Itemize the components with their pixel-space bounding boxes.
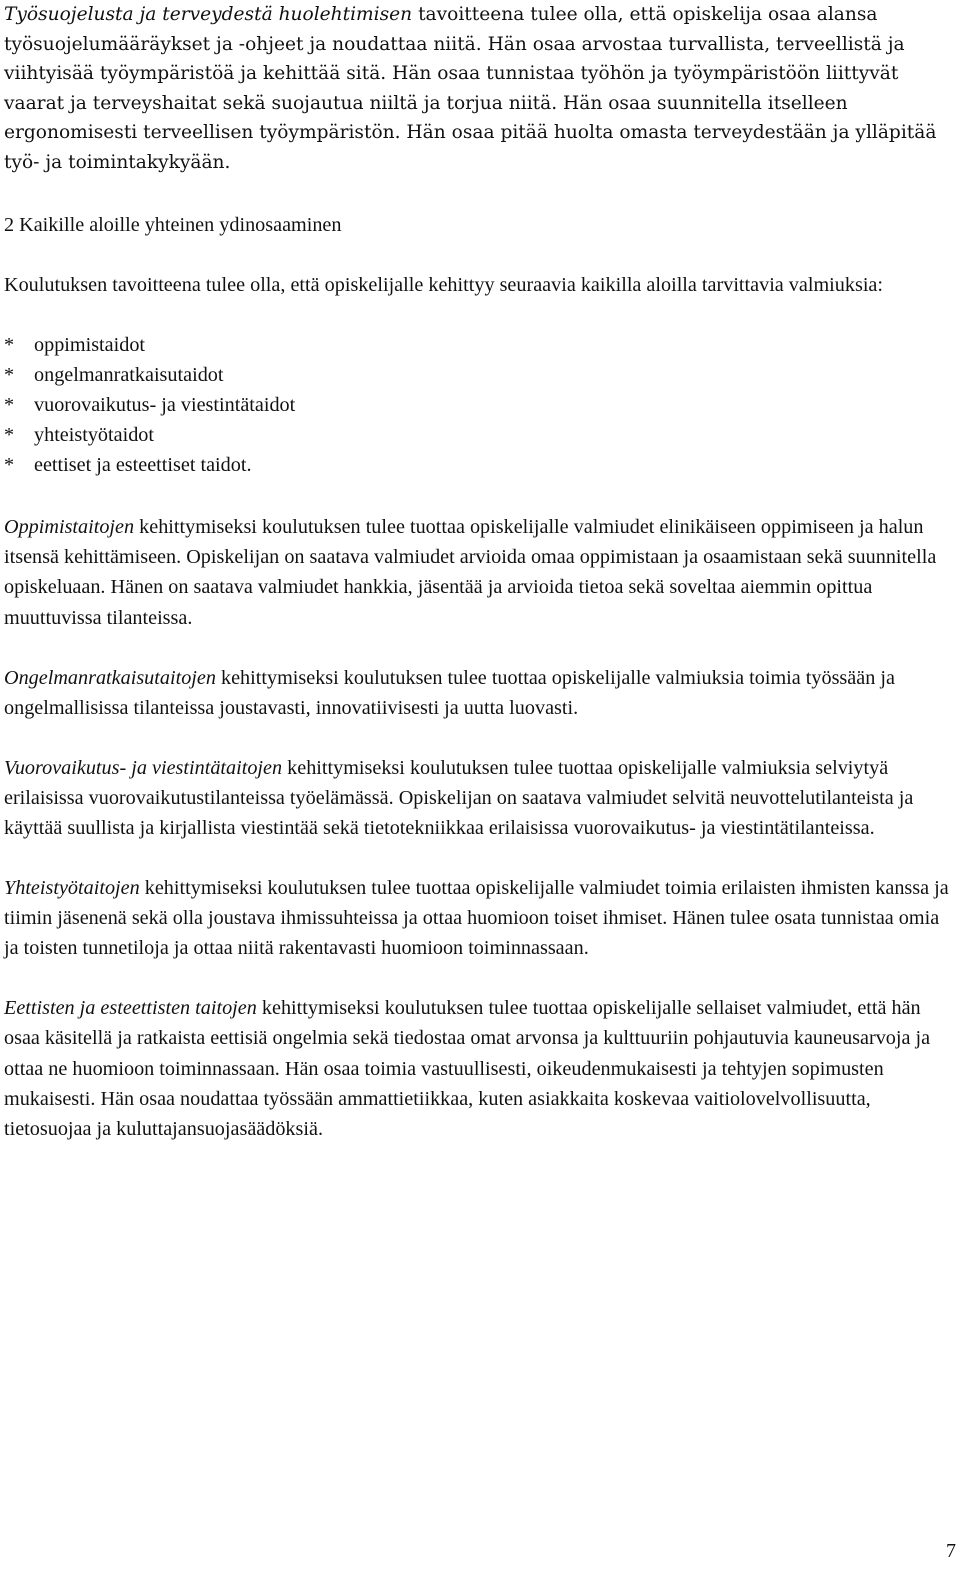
paragraph-text: kehittymiseksi koulutuksen tulee tuottaa opiskelijalle valmiudet toimia erilaisten ihmisten kanssa ja tiimin jäsenenä sekä olla joustava ihmissuhteissa ja ottaa huomioon toiset ihmiset. Hänen tulee osata tunnistaa omia ja toisten tunnetiloja ja ottaa niitä rakentavasti huomioon toiminnassaan. (4, 877, 949, 960)
paragraph-oppimistaidot (4, 512, 954, 632)
list-item-text: yhteistyötaidot (34, 424, 154, 447)
list-item (4, 330, 954, 360)
document-page (4, 0, 954, 1144)
page-number: 7 (946, 1540, 956, 1562)
emphasis-term: Työsuojelusta ja terveydestä huolehtimisen (4, 4, 413, 25)
emphasis-term: Oppimistaitojen (4, 516, 135, 539)
bullet-mark: * (4, 363, 15, 386)
bullet-mark: * (4, 454, 15, 477)
paragraph-vuorovaikutus (4, 753, 954, 843)
emphasis-term: Yhteistyötaitojen (4, 877, 140, 900)
section-heading: 2 Kaikille aloille yhteinen ydinosaaminen (4, 213, 342, 236)
bullet-mark: * (4, 333, 15, 356)
paragraph-tyosuojelu (4, 0, 954, 178)
list-item-text: oppimistaidot (34, 333, 146, 356)
list-item-text: vuorovaikutus- ja viestintätaidot (34, 393, 296, 416)
paragraph-text: kehittymiseksi koulutuksen tulee tuottaa opiskelijalle sellaiset valmiudet, että hän osaa käsitellä ja ratkaista eettisiä ongelmia sekä tiedostaa omat arvonsa ja kulttuuriin pohjautuvia kauneusarvoja ja ottaa ne huomioon toiminnassaan. Hän osaa toimia vastuullisesti, oikeudenmukaisesti ja tehtyjen sopimusten mukaisesti. Hän osaa noudattaa työssään ammattietiikkaa, kuten asiakkaita koskevaa vaitiolovelvollisuutta, tietosuojaa ja kuluttajansuojasäädöksiä. (4, 997, 931, 1140)
bullet-mark: * (4, 424, 15, 447)
list-item (4, 450, 954, 480)
list-item-text: eettiset ja esteettiset taidot. (34, 454, 252, 477)
paragraph-yhteistyo (4, 873, 954, 963)
paragraph-eettiset (4, 993, 954, 1143)
list-item (4, 420, 954, 450)
list-item (4, 390, 954, 420)
emphasis-term: Ongelmanratkaisutaitojen (4, 666, 216, 689)
paragraph-intro: Koulutuksen tavoitteena tulee olla, että opiskelijalle kehittyy seuraavia kaikilla aloilla tarvittavia valmiuksia: (4, 273, 884, 296)
paragraph-text: kehittymiseksi koulutuksen tulee tuottaa opiskelijalle valmiuksia selviytyä erilaisissa vuorovaikutustilanteissa työelämässä. Opiskelijan on saatava valmiudet selvitä neuvottelutilanteista ja käyttää suullista ja kirjallista viestintää sekä tietotekniikkaa erilaisissa vuorovaikutus- ja viestintätilanteissa. (4, 756, 914, 839)
emphasis-term: Vuorovaikutus- ja viestintätaitojen (4, 756, 283, 779)
list-item (4, 360, 954, 390)
list-item-text: ongelmanratkaisutaidot (34, 363, 224, 386)
bullet-mark: * (4, 393, 15, 416)
emphasis-term: Eettisten ja esteettisten taitojen (4, 997, 257, 1020)
paragraph-text: kehittymiseksi koulutuksen tulee tuottaa opiskelijalle valmiuksia toimia työssään ja ongelmallisissa tilanteissa joustavasti, innovatiivisesti ja uutta luovasti. (4, 666, 895, 719)
paragraph-ongelmanratkaisu (4, 663, 954, 723)
paragraph-text: kehittymiseksi koulutuksen tulee tuottaa opiskelijalle valmiudet elinikäiseen oppimiseen ja halun itsensä kehittämiseen. Opiskelijan on saatava valmiudet arvioida omaa oppimistaan ja osaamistaan sekä suunnitella opiskeluaan. Hänen on saatava valmiudet hankkia, jäsentää ja arvioida tietoa sekä soveltaa aiemmin opittua muuttuvissa tilanteissa. (4, 516, 937, 629)
paragraph-text: tavoitteena tulee olla, että opiskelija osaa alansa työsuojelumääräykset ja -ohjeet ja noudattaa niitä. Hän osaa arvostaa turvallista, terveellistä ja viihtyisää työympäristöä ja kehittää sitä. Hän osaa tunnistaa työhön ja työympäristöön liittyvät vaarat ja terveyshaitat sekä suojautua niiltä ja torjua niitä. Hän osaa suunnitella itselleen ergonomisesti terveellisen työympäristön. Hän osaa pitää huolta omasta terveydestään ja ylläpitää työ- ja toimintakykyään. (4, 4, 937, 173)
skills-list (4, 330, 954, 480)
